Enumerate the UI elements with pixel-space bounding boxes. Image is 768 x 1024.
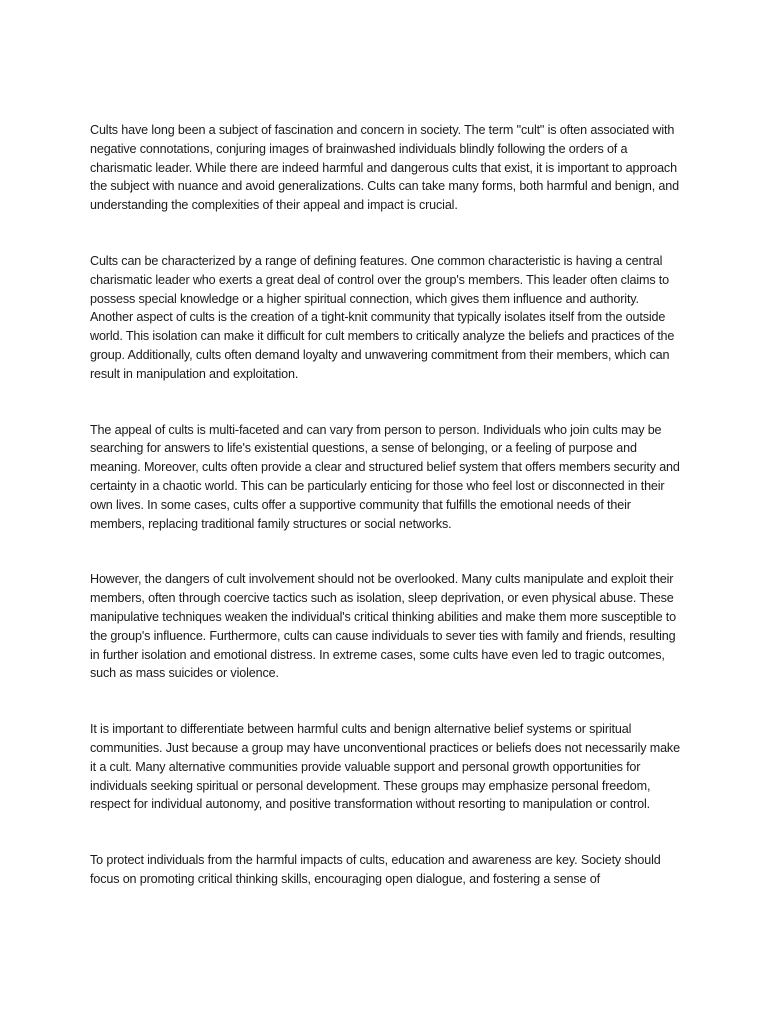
paragraph-characteristics: Cults can be characterized by a range of defining features. One common characteristic is having a central charismatic leader who exerts a great deal of control over the group's members. This leader often claims to possess special knowledge or a higher spiritual connection, which gives them influence and authority. Another aspect of cults is the creation of a tight-knit community that typically isolates itself from the outside world. This isolation can make it difficult for cult members to critically analyze the beliefs and practices of the group. Additionally, cults often demand loyalty and unwavering commitment from their members, which can result in manipulation and exploitation.	[90, 253, 675, 381]
document-body	[90, 121, 680, 926]
paragraph-differentiation: It is important to differentiate between harmful cults and benign alternative belief systems or spiritual communities. Just because a group may have unconventional practices or beliefs does not necessarily make it a cult. Many alternative communities provide valuable support and personal growth opportunities for individuals seeking spiritual or personal development. These groups may emphasize personal freedom, respect for individual autonomy, and positive transformation without resorting to manipulation or control.	[90, 722, 680, 812]
paragraph-intro: Cults have long been a subject of fascination and concern in society. The term "cult" is often associated with negative connotations, conjuring images of brainwashed individuals blindly following the orders of a charismatic leader. While there are indeed harmful and dangerous cults that exist, it is important to approach the subject with nuance and avoid generalizations. Cults can take many forms, both harmful and benign, and understanding the complexities of their appeal and impact is crucial.	[90, 123, 679, 213]
paragraph-protection: To protect individuals from the harmful impacts of cults, education and awareness are key. Society should focus on promoting critical thinking skills, encouraging open dialogue, and fostering a sense of	[90, 853, 661, 886]
paragraph-dangers: However, the dangers of cult involvement should not be overlooked. Many cults manipulate and exploit their members, often through coercive tactics such as isolation, sleep deprivation, or even physical abuse. These manipulative techniques weaken the individual's critical thinking abilities and make them more susceptible to the group's influence. Furthermore, cults can cause individuals to sever ties with family and friends, resulting in further isolation and emotional distress. In extreme cases, some cults have even led to tragic outcomes, such as mass suicides or violence.	[90, 572, 676, 681]
paragraph-appeal: The appeal of cults is multi-faceted and can vary from person to person. Individuals who join cults may be searching for answers to life's existential questions, a sense of belonging, or a feeling of purpose and meaning. Moreover, cults often provide a clear and structured belief system that offers members security and certainty in a chaotic world. This can be particularly enticing for those who feel lost or disconnected in their own lives. In some cases, cults offer a supportive community that fulfills the emotional needs of their members, replacing traditional family structures or social networks.	[90, 422, 680, 531]
